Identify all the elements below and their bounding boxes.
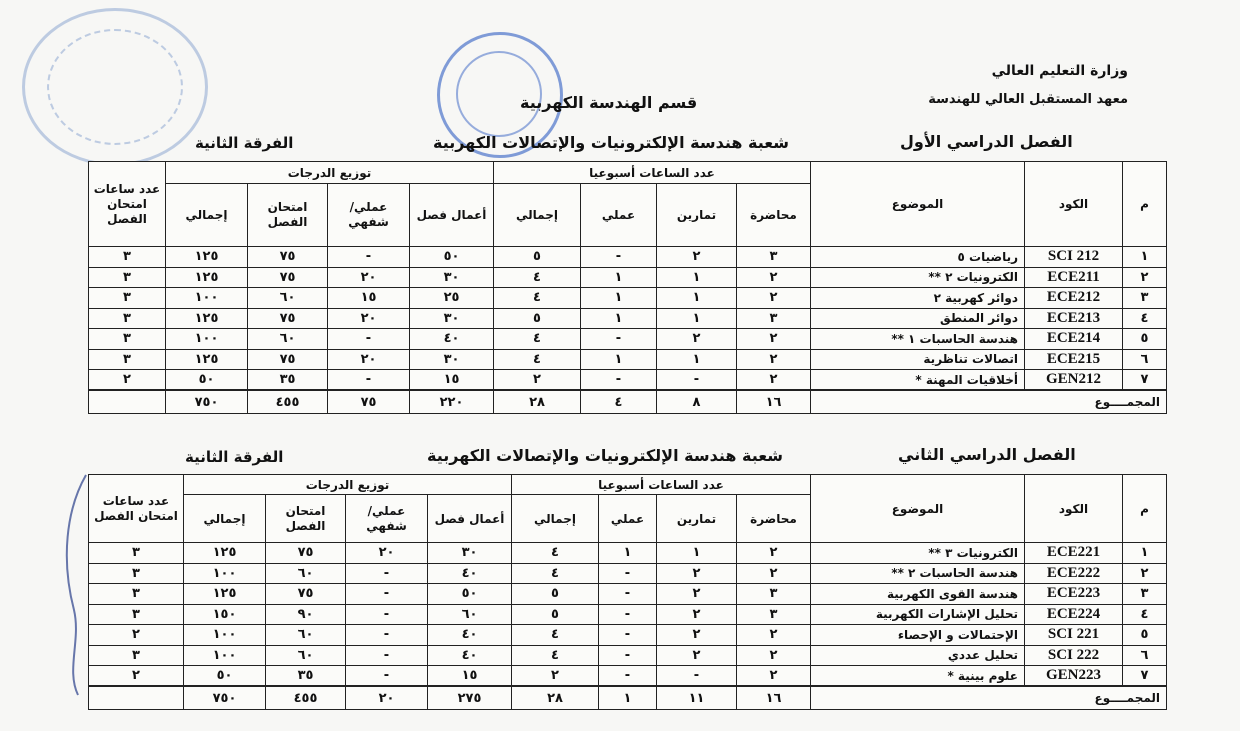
row-index: ٧	[1123, 666, 1167, 687]
total-oral: ٧٥	[328, 390, 410, 414]
course-row	[89, 370, 1167, 391]
col-grade-total: إجمالي	[184, 495, 266, 543]
course-subject: الكترونيات ٣ **	[811, 543, 1025, 564]
col-tutorial: تمارين	[657, 184, 737, 247]
total-lab: ٤	[581, 390, 657, 414]
tutorial-hours: ٢	[657, 247, 737, 268]
course-row	[89, 584, 1167, 605]
weekly-total: ٤	[512, 625, 599, 646]
col-subject: الموضوع	[811, 162, 1025, 247]
row-index: ٦	[1123, 645, 1167, 666]
practical-hours: ١	[581, 288, 657, 309]
course-code: ECE223	[1025, 584, 1123, 605]
department-title: قسم الهندسة الكهربية	[520, 93, 698, 112]
col-index: م	[1123, 162, 1167, 247]
lecture-hours: ٢	[737, 645, 811, 666]
total-gtot: ٧٥٠	[184, 686, 266, 710]
course-subject: تحليل الإشارات الكهربية	[811, 604, 1025, 625]
exam-hours: ٣	[89, 247, 166, 268]
col-weekly-hours: عدد الساعات أسبوعيا	[512, 475, 811, 495]
exam-grade: ٧٥	[248, 267, 328, 288]
institute-seal	[22, 8, 208, 166]
ministry-name: وزارة التعليم العالي	[991, 63, 1128, 79]
row-index: ٣	[1123, 288, 1167, 309]
oral-grade: -	[346, 563, 428, 584]
row-index: ٥	[1123, 329, 1167, 350]
course-row	[89, 645, 1167, 666]
weekly-total: ٢	[494, 370, 581, 391]
coursework-grade: ٤٠	[428, 563, 512, 584]
course-code: ECE221	[1025, 543, 1123, 564]
weekly-total: ٥	[512, 584, 599, 605]
lecture-hours: ٢	[737, 267, 811, 288]
course-code: ECE222	[1025, 563, 1123, 584]
oral-grade: -	[346, 645, 428, 666]
col-grade-total: إجمالي	[166, 184, 248, 247]
exam-hours: ٣	[89, 329, 166, 350]
weekly-total: ٤	[512, 645, 599, 666]
tutorial-hours: ٢	[657, 329, 737, 350]
exam-grade: ٦٠	[266, 625, 346, 646]
row-index: ٤	[1123, 604, 1167, 625]
lecture-hours: ٢	[737, 329, 811, 350]
exam-grade: ٦٠	[248, 329, 328, 350]
practical-hours: ١	[599, 543, 657, 564]
total-htot: ٢٨	[494, 390, 581, 414]
col-code: الكود	[1025, 162, 1123, 247]
practical-hours: -	[599, 584, 657, 605]
course-row	[89, 288, 1167, 309]
practical-hours: ١	[581, 349, 657, 370]
grade-total: ١٥٠	[184, 604, 266, 625]
coursework-grade: ٢٥	[410, 288, 494, 309]
col-oral: عملي/ شفهي	[346, 495, 428, 543]
tutorial-hours: ١	[657, 543, 737, 564]
course-row	[89, 666, 1167, 687]
coursework-grade: ٣٠	[410, 267, 494, 288]
course-row	[89, 563, 1167, 584]
coursework-grade: ١٥	[428, 666, 512, 687]
grade-total: ١٢٥	[184, 584, 266, 605]
exam-grade: ٦٠	[266, 645, 346, 666]
col-exam-hours: عدد ساعات امتحان الفصل	[89, 475, 184, 543]
course-code: ECE214	[1025, 329, 1123, 350]
course-subject: تحليل عددي	[811, 645, 1025, 666]
total-lab: ١	[599, 686, 657, 710]
exam-hours: ٣	[89, 349, 166, 370]
total-label: المجمــــوع	[811, 390, 1167, 414]
total-label: المجمــــوع	[811, 686, 1167, 710]
exam-hours: ٢	[89, 370, 166, 391]
course-subject: الإحتمالات و الإحصاء	[811, 625, 1025, 646]
oral-grade: ٢٠	[346, 543, 428, 564]
grade-total: ٥٠	[166, 370, 248, 391]
tutorial-hours: ٢	[657, 625, 737, 646]
course-subject: هندسة الحاسبات ١ **	[811, 329, 1025, 350]
practical-hours: -	[599, 645, 657, 666]
course-row	[89, 625, 1167, 646]
total-tut: ٨	[657, 390, 737, 414]
lecture-hours: ٣	[737, 604, 811, 625]
oral-grade: -	[328, 370, 410, 391]
col-lecture: محاضرة	[737, 495, 811, 543]
oral-grade: -	[328, 247, 410, 268]
course-row	[89, 247, 1167, 268]
coursework-grade: ١٥	[410, 370, 494, 391]
oral-grade: -	[346, 604, 428, 625]
col-exam: امتحان الفصل	[266, 495, 346, 543]
tutorial-hours: ٢	[657, 584, 737, 605]
course-row	[89, 604, 1167, 625]
exam-grade: ٣٥	[266, 666, 346, 687]
course-code: SCI 221	[1025, 625, 1123, 646]
exam-grade: ٧٥	[248, 349, 328, 370]
course-subject: علوم بينية *	[811, 666, 1025, 687]
tutorial-hours: ١	[657, 288, 737, 309]
coursework-grade: ٣٠	[410, 308, 494, 329]
total-row	[89, 390, 1167, 414]
exam-grade: ٧٥	[266, 543, 346, 564]
coursework-grade: ٥٠	[410, 247, 494, 268]
tutorial-hours: ٢	[657, 604, 737, 625]
weekly-total: ٤	[494, 349, 581, 370]
weekly-total: ٤	[512, 563, 599, 584]
coursework-grade: ٤٠	[428, 645, 512, 666]
course-code: SCI 222	[1025, 645, 1123, 666]
col-index: م	[1123, 475, 1167, 543]
coursework-grade: ٤٠	[428, 625, 512, 646]
total-exam: ٤٥٥	[248, 390, 328, 414]
total-ehrs	[89, 390, 166, 414]
practical-hours: -	[581, 329, 657, 350]
col-tutorial: تمارين	[657, 495, 737, 543]
total-cw: ٢٢٠	[410, 390, 494, 414]
col-practical: عملي	[599, 495, 657, 543]
weekly-total: ٥	[512, 604, 599, 625]
practical-hours: -	[599, 604, 657, 625]
row-index: ٦	[1123, 349, 1167, 370]
semester-2-year: الفرقة الثانية	[185, 448, 284, 466]
exam-hours: ٣	[89, 308, 166, 329]
weekly-total: ٤	[494, 329, 581, 350]
row-index: ٣	[1123, 584, 1167, 605]
col-subject: الموضوع	[811, 475, 1025, 543]
lecture-hours: ٢	[737, 288, 811, 309]
weekly-total: ٤	[494, 267, 581, 288]
col-exam: امتحان الفصل	[248, 184, 328, 247]
row-index: ٥	[1123, 625, 1167, 646]
semester-1-title: الفصل الدراسي الأول	[900, 132, 1073, 151]
grade-total: ١٠٠	[166, 288, 248, 309]
semester-2-table	[88, 474, 1167, 710]
col-exam-hours: عدد ساعات امتحان الفصل	[89, 162, 166, 247]
row-index: ١	[1123, 543, 1167, 564]
grade-total: ١٠٠	[166, 329, 248, 350]
col-hours-total: إجمالي	[494, 184, 581, 247]
total-oral: ٢٠	[346, 686, 428, 710]
coursework-grade: ٤٠	[410, 329, 494, 350]
lecture-hours: ٣	[737, 584, 811, 605]
course-subject: هندسة الحاسبات ٢ **	[811, 563, 1025, 584]
exam-grade: ٦٠	[266, 563, 346, 584]
oral-grade: -	[346, 584, 428, 605]
exam-grade: ٦٠	[248, 288, 328, 309]
tutorial-hours: -	[657, 370, 737, 391]
exam-hours: ٣	[89, 604, 184, 625]
weekly-total: ٤	[512, 543, 599, 564]
total-htot: ٢٨	[512, 686, 599, 710]
row-index: ٤	[1123, 308, 1167, 329]
oral-grade: ٢٠	[328, 349, 410, 370]
total-tut: ١١	[657, 686, 737, 710]
institute-name: معهد المستقبل العالي للهندسة	[928, 92, 1128, 107]
lecture-hours: ٢	[737, 370, 811, 391]
exam-hours: ٢	[89, 625, 184, 646]
total-row	[89, 686, 1167, 710]
col-grades: توزيع الدرجات	[184, 475, 512, 495]
exam-hours: ٣	[89, 584, 184, 605]
grade-total: ١٠٠	[184, 625, 266, 646]
semester-1-year: الفرقة الثانية	[195, 134, 294, 152]
exam-hours: ٣	[89, 267, 166, 288]
grade-total: ٥٠	[184, 666, 266, 687]
semester-1-table	[88, 161, 1167, 414]
row-index: ٢	[1123, 563, 1167, 584]
course-subject: دوائر المنطق	[811, 308, 1025, 329]
lecture-hours: ٢	[737, 543, 811, 564]
course-subject: هندسة القوى الكهربية	[811, 584, 1025, 605]
course-code: SCI 212	[1025, 247, 1123, 268]
lecture-hours: ٣	[737, 308, 811, 329]
row-index: ١	[1123, 247, 1167, 268]
course-code: ECE212	[1025, 288, 1123, 309]
col-oral: عملي/ شفهي	[328, 184, 410, 247]
oral-grade: -	[328, 329, 410, 350]
row-index: ٧	[1123, 370, 1167, 391]
course-row	[89, 308, 1167, 329]
tutorial-hours: -	[657, 666, 737, 687]
grade-total: ١٢٥	[166, 349, 248, 370]
exam-hours: ٣	[89, 563, 184, 584]
grade-total: ١٢٥	[166, 247, 248, 268]
exam-grade: ٧٥	[248, 247, 328, 268]
col-lecture: محاضرة	[737, 184, 811, 247]
practical-hours: ١	[581, 267, 657, 288]
coursework-grade: ٣٠	[428, 543, 512, 564]
exam-grade: ٧٥	[266, 584, 346, 605]
total-gtot: ٧٥٠	[166, 390, 248, 414]
course-row	[89, 349, 1167, 370]
practical-hours: -	[599, 666, 657, 687]
grade-total: ١٢٥	[166, 308, 248, 329]
row-index: ٢	[1123, 267, 1167, 288]
col-grades: توزيع الدرجات	[166, 162, 494, 184]
lecture-hours: ٢	[737, 666, 811, 687]
grade-total: ١٠٠	[184, 645, 266, 666]
col-code: الكود	[1025, 475, 1123, 543]
tutorial-hours: ١	[657, 349, 737, 370]
practical-hours: -	[599, 563, 657, 584]
course-code: ECE213	[1025, 308, 1123, 329]
col-coursework: أعمال فصل	[428, 495, 512, 543]
exam-hours: ٢	[89, 666, 184, 687]
exam-grade: ٩٠	[266, 604, 346, 625]
course-code: ECE211	[1025, 267, 1123, 288]
course-subject: رياضيات ٥	[811, 247, 1025, 268]
col-practical: عملي	[581, 184, 657, 247]
exam-grade: ٣٥	[248, 370, 328, 391]
coursework-grade: ٥٠	[428, 584, 512, 605]
lecture-hours: ٢	[737, 625, 811, 646]
practical-hours: -	[581, 370, 657, 391]
grade-total: ١٠٠	[184, 563, 266, 584]
total-lec: ١٦	[737, 390, 811, 414]
col-weekly-hours: عدد الساعات أسبوعيا	[494, 162, 811, 184]
course-row	[89, 329, 1167, 350]
oral-grade: -	[346, 625, 428, 646]
course-subject: اتصالات تناظرية	[811, 349, 1025, 370]
lecture-hours: ٢	[737, 349, 811, 370]
total-cw: ٢٧٥	[428, 686, 512, 710]
grade-total: ١٢٥	[166, 267, 248, 288]
oral-grade: ١٥	[328, 288, 410, 309]
exam-grade: ٧٥	[248, 308, 328, 329]
tutorial-hours: ١	[657, 308, 737, 329]
semester-1-division: شعبة هندسة الإلكترونيات والإتصالات الكهربية	[433, 133, 790, 152]
lecture-hours: ٣	[737, 247, 811, 268]
course-row	[89, 543, 1167, 564]
exam-hours: ٣	[89, 288, 166, 309]
course-row	[89, 267, 1167, 288]
course-code: GEN212	[1025, 370, 1123, 391]
total-exam: ٤٥٥	[266, 686, 346, 710]
exam-hours: ٣	[89, 645, 184, 666]
course-code: GEN223	[1025, 666, 1123, 687]
course-subject: أخلاقيات المهنة *	[811, 370, 1025, 391]
weekly-total: ٤	[494, 288, 581, 309]
oral-grade: ٢٠	[328, 267, 410, 288]
coursework-grade: ٣٠	[410, 349, 494, 370]
weekly-total: ٥	[494, 308, 581, 329]
course-subject: الكترونيات ٢ **	[811, 267, 1025, 288]
practical-hours: -	[599, 625, 657, 646]
course-code: ECE215	[1025, 349, 1123, 370]
tutorial-hours: ١	[657, 267, 737, 288]
coursework-grade: ٦٠	[428, 604, 512, 625]
semester-2-division: شعبة هندسة الإلكترونيات والإتصالات الكهربية	[427, 446, 784, 465]
course-subject: دوائر كهربية ٢	[811, 288, 1025, 309]
semester-2-title: الفصل الدراسي الثاني	[898, 445, 1076, 464]
practical-hours: -	[581, 247, 657, 268]
total-ehrs	[89, 686, 184, 710]
weekly-total: ٥	[494, 247, 581, 268]
lecture-hours: ٢	[737, 563, 811, 584]
col-coursework: أعمال فصل	[410, 184, 494, 247]
exam-hours: ٣	[89, 543, 184, 564]
col-hours-total: إجمالي	[512, 495, 599, 543]
grade-total: ١٢٥	[184, 543, 266, 564]
oral-grade: -	[346, 666, 428, 687]
oral-grade: ٢٠	[328, 308, 410, 329]
practical-hours: ١	[581, 308, 657, 329]
course-code: ECE224	[1025, 604, 1123, 625]
total-lec: ١٦	[737, 686, 811, 710]
tutorial-hours: ٢	[657, 645, 737, 666]
tutorial-hours: ٢	[657, 563, 737, 584]
weekly-total: ٢	[512, 666, 599, 687]
